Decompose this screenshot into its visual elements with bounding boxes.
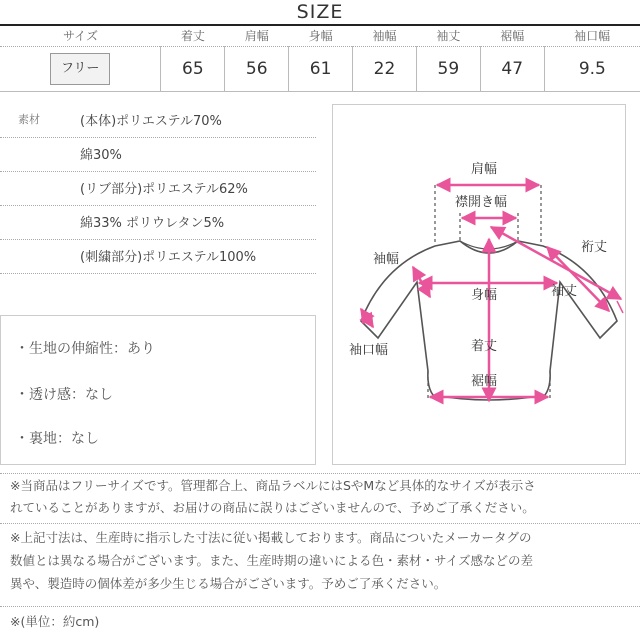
material-row	[0, 104, 316, 138]
label-raglan: 裄丈	[581, 240, 608, 255]
material-row	[0, 240, 316, 274]
cell-hem: 47	[480, 46, 544, 91]
label-sleeve-length: 袖丈	[551, 284, 578, 299]
size-table-header-row	[0, 26, 640, 46]
cell-sleeve-length: 59	[416, 46, 480, 91]
notes-divider	[0, 523, 640, 524]
sleeve-length-arrow	[547, 247, 609, 311]
material-line: (刺繍部分)ポリエステル100%	[80, 250, 257, 265]
material-row	[0, 172, 316, 206]
note-unit: ※(単位：約cm)	[10, 614, 100, 629]
note-measurement-line2: 数値とは異なる場合がございます。また、生産時期の違いによる色・素材・サイズ感などの差	[10, 553, 534, 568]
header-sleeve-width: 袖幅	[353, 26, 417, 46]
note-measurement-line3: 異や、製造時の個体差が多少生じる場合がございます。予めご了承ください。	[10, 576, 447, 591]
cell-length: 65	[161, 46, 225, 91]
material-label: 素材	[18, 113, 40, 126]
material-row	[0, 206, 316, 240]
fabric-properties-box	[0, 315, 316, 465]
size-title: SIZE	[296, 1, 344, 23]
cell-shoulder: 56	[225, 46, 289, 91]
cell-cuff: 9.5	[544, 46, 640, 91]
label-neck: 襟開き幅	[455, 195, 508, 210]
size-table-row	[0, 46, 640, 91]
note-measurement-line1: ※上記寸法は、生産時に指示した寸法に従い掲載しております。商品についたメーカータグの	[10, 530, 532, 545]
label-shoulder: 肩幅	[471, 162, 498, 177]
material-row	[0, 138, 316, 172]
property-stretch: ・生地の伸縮性：あり	[15, 341, 155, 357]
material-line: (リブ部分)ポリエステル62%	[80, 182, 248, 197]
free-size-badge: フリー	[50, 53, 110, 85]
raglan-guide	[617, 301, 623, 313]
header-shoulder: 肩幅	[225, 26, 289, 46]
material-line: (本体)ポリエステル70%	[80, 114, 222, 129]
note-free-size-line1: ※当商品はフリーサイズです。管理都合上、商品ラベルにはSやMなど具体的なサイズが表示さ	[10, 478, 536, 493]
header-body-width: 身幅	[289, 26, 353, 46]
label-cuff: 袖口幅	[349, 343, 389, 358]
materials-section	[0, 104, 316, 274]
header-hem: 裾幅	[480, 26, 544, 46]
label-hem: 裾幅	[471, 374, 498, 389]
property-lining: ・裏地：なし	[15, 431, 99, 447]
header-length: 着丈	[161, 26, 225, 46]
cell-body-width: 61	[289, 46, 353, 91]
material-line: 綿33% ポリウレタン5%	[80, 216, 225, 231]
cell-size	[0, 46, 161, 91]
header-cuff: 袖口幅	[544, 26, 640, 46]
label-sleeve-width: 袖幅	[373, 252, 400, 267]
notes-divider	[0, 473, 640, 474]
header-size: サイズ	[0, 26, 161, 46]
garment-illustration	[333, 105, 627, 466]
label-length: 着丈	[471, 339, 498, 354]
cell-sleeve-width: 22	[353, 46, 417, 91]
note-free-size-line2: れていることがありますが、お届けの商品に誤りはございませんので、予めご了承ください。	[10, 500, 535, 515]
header-sleeve-length: 袖丈	[416, 26, 480, 46]
notes-divider	[0, 606, 640, 607]
label-body-width: 身幅	[471, 288, 498, 303]
property-sheer: ・透け感：なし	[15, 387, 113, 403]
size-table	[0, 26, 640, 92]
measurement-diagram	[332, 104, 626, 465]
material-line: 綿30%	[80, 148, 122, 163]
